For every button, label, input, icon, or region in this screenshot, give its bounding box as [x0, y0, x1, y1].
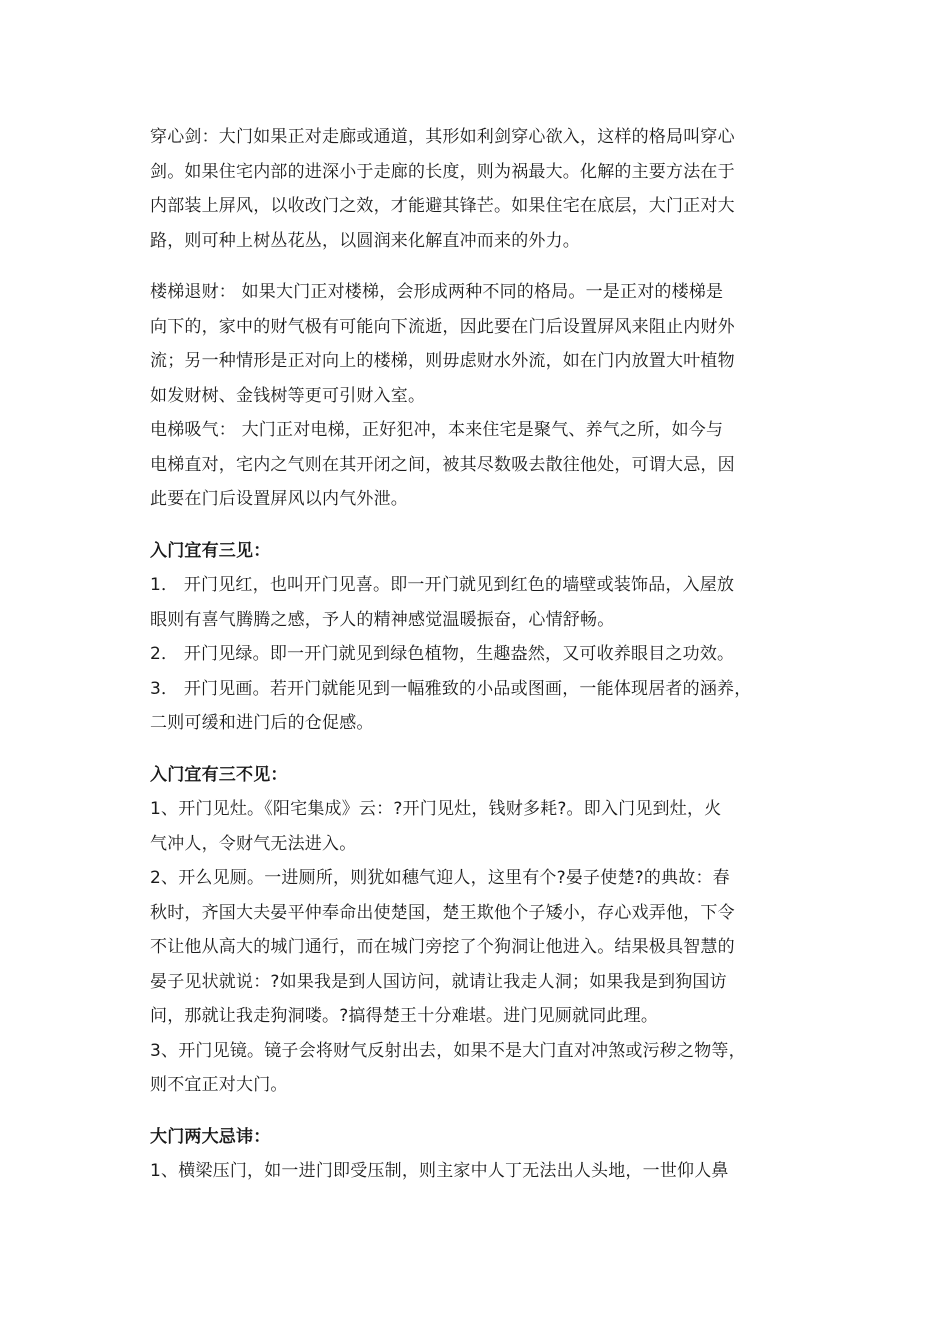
- paragraph-line: 此要在门后设置屏风以内气外泄。: [150, 489, 408, 509]
- spacer: [150, 1103, 815, 1120]
- list-item-line: 气冲人，令财气无法进入。: [150, 833, 357, 854]
- list-item-line: 3、开门见镜。镜子会将财气反射出去，如果不是大门直对冲煞或污秽之物等，: [150, 1040, 746, 1061]
- list-item-line: 则不宜正对大门。: [150, 1075, 288, 1095]
- section-heading: 入门宜有三不见：: [150, 764, 288, 785]
- section-loutituicai: [150, 275, 815, 413]
- section-chuanxinjian: [150, 120, 815, 258]
- list-item-line: 不让他从高大的城门通行，而在城门旁挖了个狗洞让他进入。结果极具智慧的: [150, 937, 735, 957]
- spacer: [150, 258, 815, 275]
- section-heading: 大门两大忌讳：: [150, 1126, 271, 1147]
- paragraph-line: 电梯吸气： 大门正对电梯，正好犯冲，本来住宅是聚气、养气之所，如今与: [150, 420, 724, 440]
- section-sanjian: [150, 534, 815, 741]
- document-page: [150, 120, 815, 1189]
- spacer: [150, 741, 815, 758]
- paragraph-line: 流；另一种情形是正对向上的楼梯，则毋虑财水外流，如在门内放置大叶植物: [150, 351, 735, 371]
- section-liangdajihui: [150, 1120, 815, 1189]
- list-item-line: 晏子见状就说：?如果我是到人国访问，就请让我走人洞；如果我是到狗国访: [150, 971, 727, 992]
- spacer: [150, 517, 815, 534]
- paragraph-line: 内部装上屏风，以收改门之效，才能避其锋芒。如果住宅在底层，大门正对大: [150, 196, 735, 216]
- paragraph-line: 路，则可种上树丛花丛，以圆润来化解直冲而来的外力。: [150, 230, 580, 251]
- list-item-line: 1、开门见灶。《阳宅集成》云：?开门见灶，钱财多耗?。即入门见到灶，火: [150, 799, 722, 819]
- list-item-line: 3． 开门见画。若开门就能见到一幅雅致的小品或图画，一能体现居者的涵养，: [150, 678, 752, 699]
- section-heading: 入门宜有三见：: [150, 540, 271, 561]
- list-item-line: 2、开么见厕。一进厕所，则犹如穗气迎人，这里有个?晏子使楚?的典故：春: [150, 868, 730, 888]
- paragraph-line: 剑。如果住宅内部的进深小于走廊的长度，则为祸最大。化解的主要方法在于: [150, 161, 735, 182]
- section-sanbujian: [150, 758, 815, 1103]
- list-item-line: 1． 开门见红，也叫开门见喜。即一开门就见到红色的墙壁或装饰品，入屋放: [150, 575, 735, 595]
- list-item-line: 秋时，齐国大夫晏平仲奉命出使楚国，楚王欺他个子矮小，存心戏弄他，下令: [150, 902, 735, 923]
- list-item-line: 二则可缓和进门后的仓促感。: [150, 713, 374, 733]
- paragraph-line: 穿心剑：大门如果正对走廊或通道，其形如利剑穿心欲入，这样的格局叫穿心: [150, 127, 735, 147]
- paragraph-line: 电梯直对，宅内之气则在其开闭之间，被其尽数吸去散往他处，可谓大忌，因: [150, 454, 735, 475]
- paragraph-line: 向下的，家中的财气极有可能向下流逝，因此要在门后设置屏风来阻止内财外: [150, 316, 735, 337]
- list-item-line: 问，那就让我走狗洞喽。?搞得楚王十分难堪。进门见厕就同此理。: [150, 1006, 659, 1026]
- paragraph-line: 楼梯退财： 如果大门正对楼梯，会形成两种不同的格局。一是正对的楼梯是: [150, 282, 724, 302]
- list-item-line: 2． 开门见绿。即一开门就见到绿色植物，生趣盎然，又可收养眼目之功效。: [150, 644, 735, 664]
- section-diantixiqi: [150, 413, 815, 517]
- list-item-line: 1、横梁压门，如一进门即受压制，则主家中人丁无法出人头地，一世仰人鼻: [150, 1161, 729, 1181]
- paragraph-line: 如发财树、金钱树等更可引财入室。: [150, 385, 426, 406]
- list-item-line: 眼则有喜气腾腾之感，予人的精神感觉温暖振奋，心情舒畅。: [150, 609, 615, 630]
